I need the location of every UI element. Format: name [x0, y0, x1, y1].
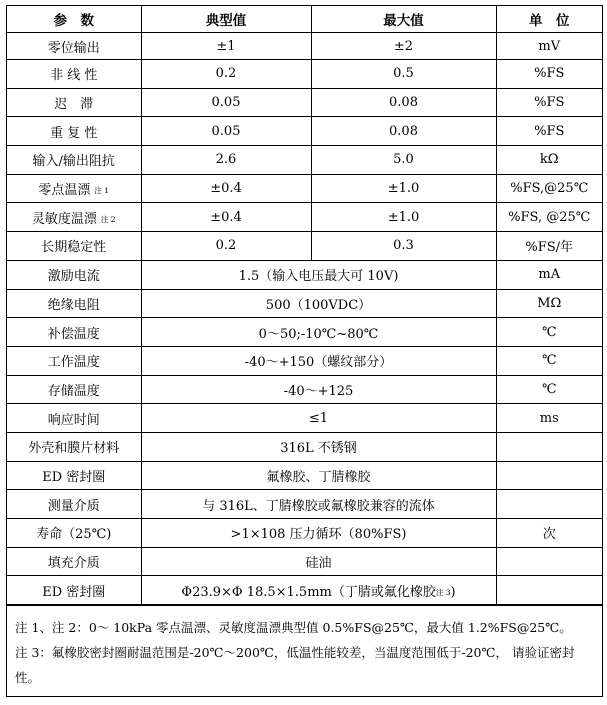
value-text: -40～+150（螺纹部分）: [244, 355, 393, 371]
unit-cell: 次: [496, 519, 602, 548]
spec-table-container: [6, 5, 603, 697]
value-text: 500（100VDC）: [265, 297, 372, 313]
param-label: 输入/输出阻抗: [32, 154, 115, 170]
value-tail: ): [450, 584, 456, 600]
unit-cell: %FS/年: [496, 232, 602, 261]
param-cell: [7, 375, 141, 404]
param-label: 长期稳定性: [41, 240, 107, 256]
typical-value-cell: ±0.4: [141, 174, 311, 203]
table-row: [7, 490, 602, 519]
param-note: 注 1: [94, 186, 110, 196]
value-cell: [141, 461, 496, 490]
value-text: 316L 不锈钢: [280, 441, 357, 457]
value-cell: [141, 375, 496, 404]
value-text: Φ23.9×Φ 18.5×1.5mm（丁腈或氟化橡胶: [181, 584, 436, 600]
value-cell: [141, 576, 496, 605]
param-label: 非 线 性: [50, 68, 98, 84]
table-row: [7, 146, 602, 175]
value-text: -40～+125: [283, 383, 354, 399]
header-max: 最大值: [311, 6, 496, 33]
param-cell: [7, 432, 141, 461]
table-body: [7, 33, 602, 605]
note-1: 注 1、注 2：0～ 10kPa 零点温漂、灵敏度温漂典型值 0.5%FS@25℃，最大值 1.2%FS@25℃。: [15, 620, 572, 636]
param-cell: [7, 117, 141, 146]
unit-cell: kΩ: [496, 146, 602, 175]
param-label: 灵敏度温漂: [31, 211, 97, 227]
typical-value-cell: 0.05: [141, 117, 311, 146]
table-header-row: [7, 6, 602, 33]
max-value-cell: ±2: [311, 33, 496, 60]
param-cell: [7, 60, 141, 89]
typical-value-cell: ±1: [141, 33, 311, 60]
table-row: [7, 576, 602, 605]
param-label: 零位输出: [47, 40, 100, 56]
table-row: [7, 33, 602, 60]
unit-cell: [496, 461, 602, 490]
unit-cell: ℃: [496, 346, 602, 375]
value-cell: [141, 490, 496, 519]
param-label: ED 密封圈: [42, 584, 106, 600]
value-text: 硅油: [305, 556, 332, 572]
table-row: [7, 232, 602, 261]
table-row: [7, 346, 602, 375]
table-row: [7, 203, 602, 232]
value-cell: [141, 260, 496, 289]
param-label: 补偿温度: [47, 326, 100, 342]
param-cell: [7, 146, 141, 175]
value-text: >1×108 压力循环（80%FS): [230, 527, 407, 543]
param-label: 零点温漂: [38, 183, 91, 199]
value-cell: [141, 547, 496, 576]
unit-cell: [496, 432, 602, 461]
table-row: [7, 375, 602, 404]
param-cell: [7, 232, 141, 261]
param-cell: [7, 346, 141, 375]
typical-value-cell: 2.6: [141, 146, 311, 175]
unit-cell: [496, 490, 602, 519]
table-row: [7, 260, 602, 289]
table-row: [7, 117, 602, 146]
table-row: [7, 318, 602, 347]
typical-value-cell: 0.2: [141, 232, 311, 261]
value-cell: [141, 346, 496, 375]
value-text: 1.5（输入电压最大可 10V): [238, 269, 399, 285]
unit-cell: ℃: [496, 375, 602, 404]
param-cell: [7, 490, 141, 519]
max-value-cell: ±1.0: [311, 174, 496, 203]
max-value-cell: 0.08: [311, 88, 496, 117]
unit-cell: ℃: [496, 318, 602, 347]
param-label: 外壳和膜片材料: [28, 441, 120, 457]
param-label: 激励电流: [47, 269, 100, 285]
value-cell: [141, 289, 496, 318]
table-row: [7, 404, 602, 433]
unit-cell: %FS: [496, 117, 602, 146]
value-text: 氟橡胶、丁腈橡胶: [266, 469, 371, 485]
value-cell: [141, 318, 496, 347]
param-note: 注 2: [100, 214, 116, 224]
header-typical: 典型值: [141, 6, 311, 33]
table-row: [7, 461, 602, 490]
param-cell: [7, 260, 141, 289]
typical-value-cell: 0.2: [141, 60, 311, 89]
param-cell: [7, 33, 141, 60]
unit-cell: [496, 547, 602, 576]
param-cell: [7, 88, 141, 117]
value-text: ≤1: [308, 410, 329, 426]
table-row: [7, 60, 602, 89]
header-param: 参 数: [7, 6, 141, 33]
param-cell: [7, 174, 141, 203]
value-cell: [141, 519, 496, 548]
max-value-cell: 0.08: [311, 117, 496, 146]
param-label: 填充介质: [47, 556, 100, 572]
param-cell: [7, 203, 141, 232]
unit-cell: %FS: [496, 60, 602, 89]
max-value-cell: ±1.0: [311, 203, 496, 232]
param-cell: [7, 289, 141, 318]
param-cell: [7, 404, 141, 433]
param-label: 迟 滞: [54, 97, 94, 113]
table-row: [7, 432, 602, 461]
value-text: 0～50;-10℃~80℃: [258, 326, 379, 342]
header-unit: 单 位: [496, 6, 602, 33]
param-label: 绝缘电阻: [47, 297, 100, 313]
unit-cell: MΩ: [496, 289, 602, 318]
param-cell: [7, 519, 141, 548]
table-row: [7, 547, 602, 576]
param-cell: [7, 461, 141, 490]
typical-value-cell: ±0.4: [141, 203, 311, 232]
param-label: 存储温度: [47, 383, 100, 399]
value-note: 注 3: [435, 587, 451, 597]
table-row: [7, 88, 602, 117]
param-label: 寿命（25℃): [36, 527, 112, 543]
typical-value-cell: 0.05: [141, 88, 311, 117]
table-row: [7, 289, 602, 318]
max-value-cell: 0.3: [311, 232, 496, 261]
param-label: ED 密封圈: [42, 469, 106, 485]
unit-cell: [496, 576, 602, 605]
unit-cell: ms: [496, 404, 602, 433]
note-3: 注 3：氟橡胶密封圈耐温范围是-20℃～200℃，低温性能较差，当温度范围低于-20℃， 请验证密封性。: [15, 645, 575, 686]
spec-table: [7, 6, 602, 605]
param-label: 工作温度: [47, 355, 100, 371]
unit-cell: %FS: [496, 88, 602, 117]
unit-cell: %FS, @25℃: [496, 203, 602, 232]
param-cell: [7, 547, 141, 576]
param-label: 响应时间: [47, 412, 100, 428]
unit-cell: %FS,@25℃: [496, 174, 602, 203]
value-cell: [141, 404, 496, 433]
max-value-cell: 5.0: [311, 146, 496, 175]
unit-cell: mV: [496, 33, 602, 60]
max-value-cell: 0.5: [311, 60, 496, 89]
table-row: [7, 174, 602, 203]
value-text: 与 316L、丁腈橡胶或氟橡胶兼容的流体: [202, 498, 435, 514]
param-label: 重 复 性: [50, 125, 98, 141]
table-row: [7, 519, 602, 548]
param-cell: [7, 318, 141, 347]
notes-section: [7, 605, 602, 696]
param-cell: [7, 576, 141, 605]
unit-cell: mA: [496, 260, 602, 289]
param-label: 测量介质: [47, 498, 100, 514]
value-cell: [141, 432, 496, 461]
